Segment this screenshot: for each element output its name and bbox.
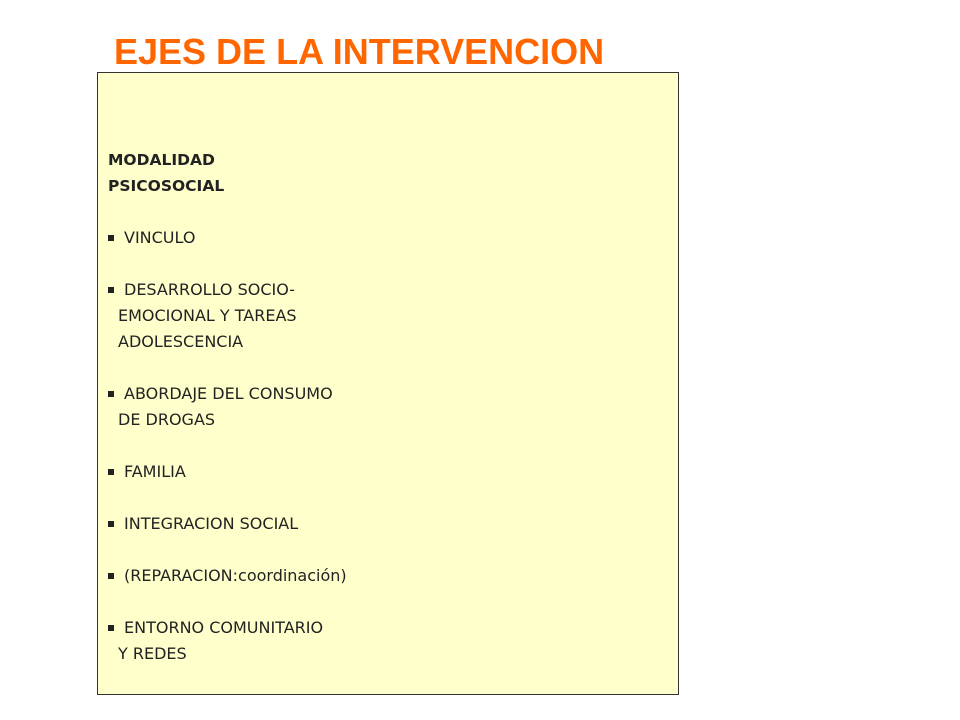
- square-bullet-icon: [108, 573, 114, 579]
- slide-title: EJES DE LA INTERVENCION: [114, 31, 605, 72]
- square-bullet-icon: [108, 469, 114, 475]
- square-bullet-icon: [108, 625, 114, 631]
- box-content: [108, 147, 668, 667]
- square-bullet-icon: [108, 235, 114, 241]
- list-item-reparacion: (REPARACION:coordinación): [108, 563, 668, 589]
- square-bullet-icon: [108, 391, 114, 397]
- list-item-abordaje: ABORDAJE DEL CONSUMO DE DROGAS: [108, 381, 668, 433]
- square-bullet-icon: [108, 287, 114, 293]
- list-item-familia: FAMILIA: [108, 459, 668, 485]
- heading-line-1: MODALIDAD: [108, 151, 215, 169]
- list-item-entorno: ENTORNO COMUNITARIO Y REDES: [108, 615, 668, 667]
- heading-line-2: PSICOSOCIAL: [108, 177, 225, 195]
- list-item-vinculo: VINCULO: [108, 225, 668, 251]
- list-item-desarrollo: DESARROLLO SOCIO- EMOCIONAL Y TAREAS ADOLESCENCIA: [108, 277, 668, 355]
- content-box: [97, 72, 679, 695]
- list-item-integracion: INTEGRACION SOCIAL: [108, 511, 668, 537]
- square-bullet-icon: [108, 521, 114, 527]
